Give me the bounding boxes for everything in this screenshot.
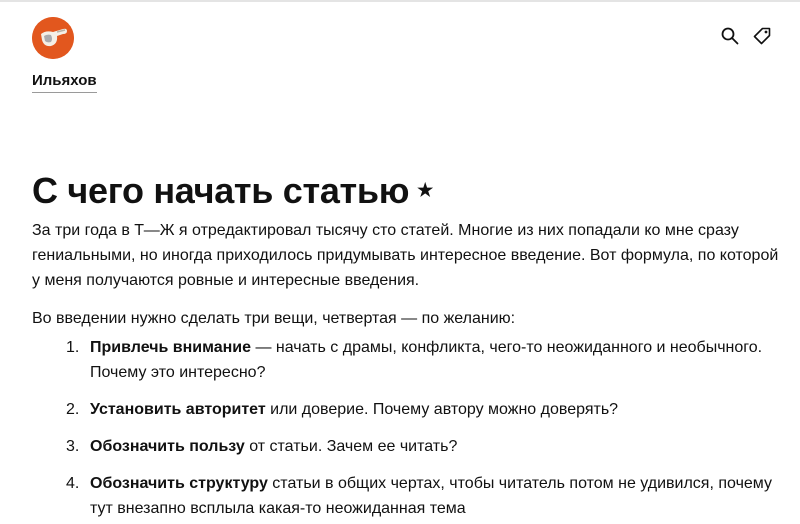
list-item-text: от статьи. Зачем ее читать? [244,438,458,455]
lead-paragraph: Во введении нужно сделать три вещи, четвертая — по желанию: [32,310,516,327]
intro-paragraph: За три года в Т—Ж я отредактировал тысячу сто статей. Многие из них попадали ко мне сразу гениальными, но иногда приходилось придумывать интересное введение. Вот формула, по которой у меня получаются ровные и интересные введения. [32,222,779,289]
list-number: 4. [66,475,80,492]
list-item [32,434,780,459]
list-item [32,471,780,521]
list-number: 3. [66,438,80,455]
list-item [32,335,780,385]
star-icon: ★ [417,180,434,201]
article-title [32,170,433,214]
tags-button[interactable] [752,26,772,46]
list-item-text: статьи в общих чертах, чтобы читатель потом не удивился, почему тут внезапно всплыла какая-то неожиданная тема [90,475,772,517]
article-title-text: С чего начать статью [32,170,410,211]
article-body [32,218,780,524]
pipe-logo-icon [32,17,74,59]
author-link[interactable]: Ильяхов [32,71,97,93]
search-icon [720,26,740,46]
author-avatar[interactable] [32,17,74,59]
list-item-heading: Обозначить структуру [90,475,268,492]
top-divider [0,0,800,2]
search-button[interactable] [720,26,740,46]
list-item-text: или доверие. Почему автору можно доверять? [265,401,619,418]
tag-icon [752,26,772,46]
list-item-heading: Установить авторитет [90,401,266,418]
list-item-heading: Привлечь внимание [90,339,252,356]
list-item-text: — начать с драмы, конфликта, чего-то неожиданного и необычного. Почему это интересно? [90,339,763,381]
list-item [32,397,780,422]
list-number: 1. [66,339,80,356]
steps-list [32,335,780,521]
list-number: 2. [66,401,80,418]
list-item-heading: Обозначить пользу [90,438,245,455]
header-actions [720,26,772,46]
